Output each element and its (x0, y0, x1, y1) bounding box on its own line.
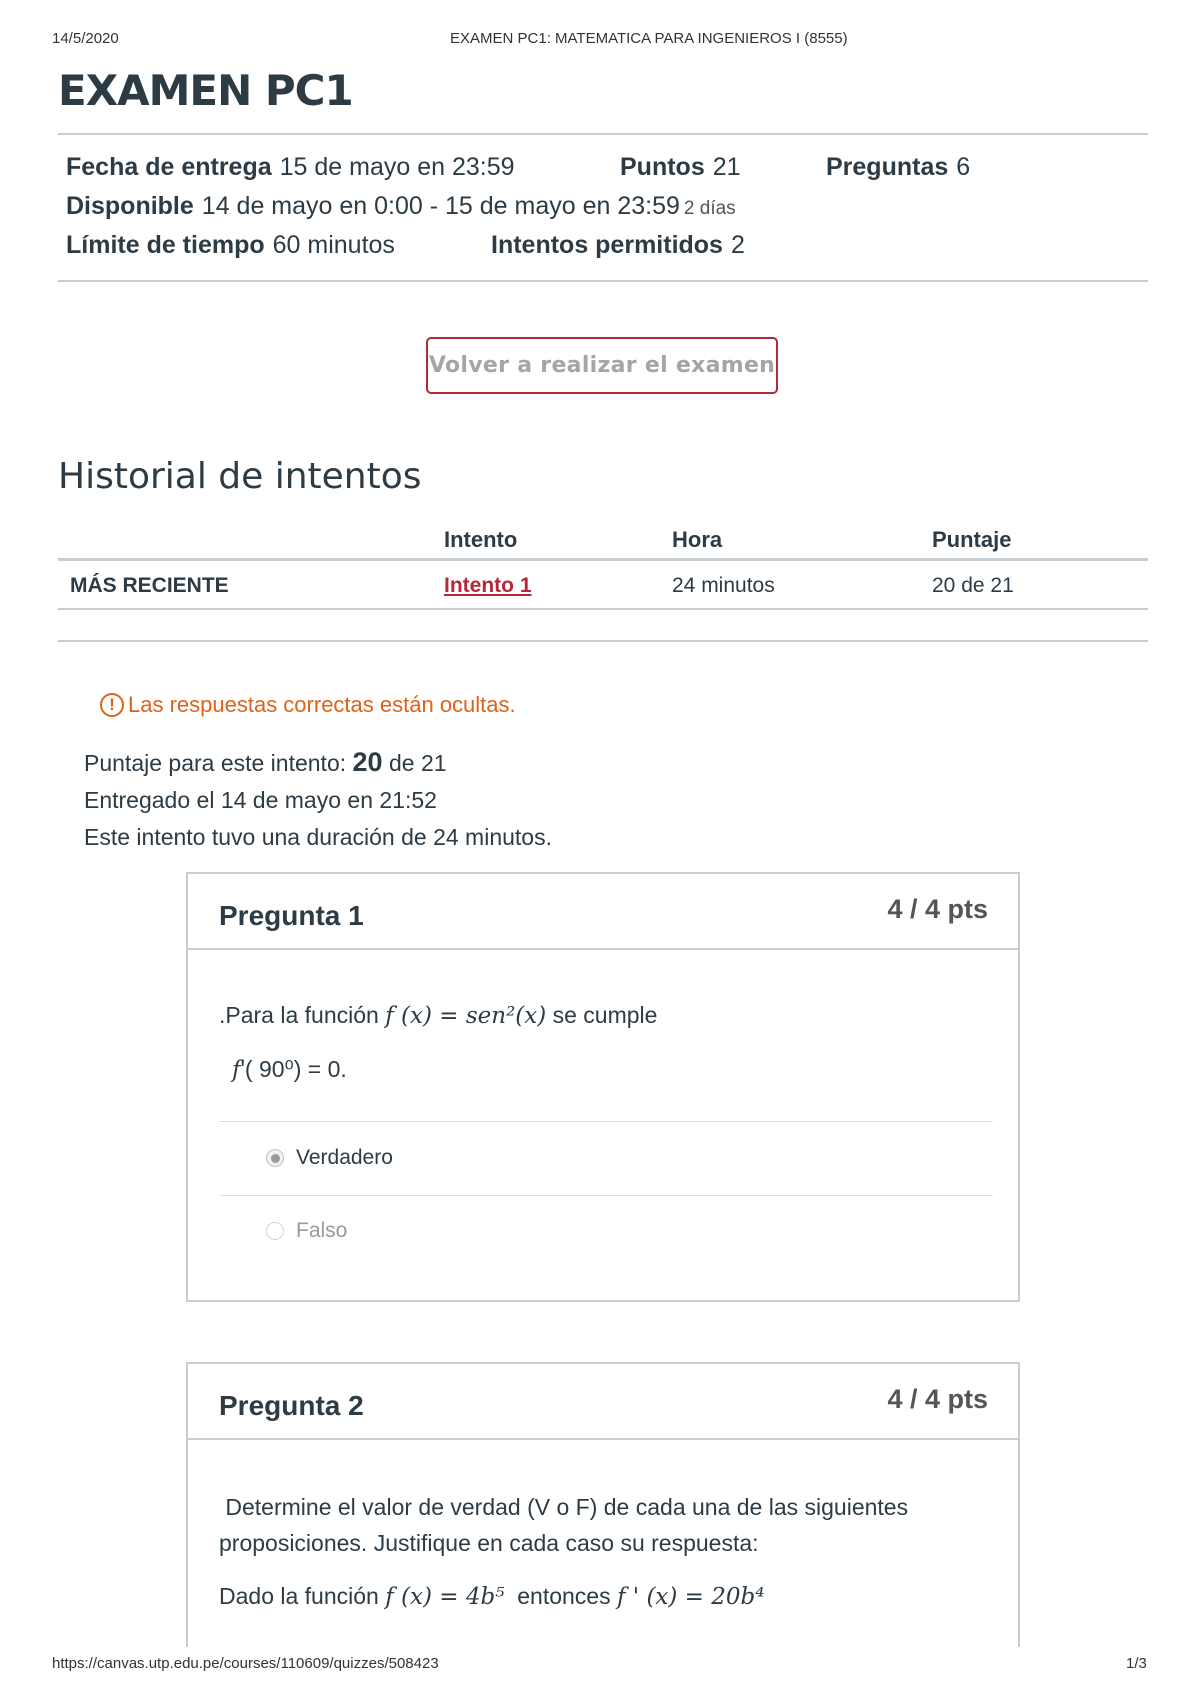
q1-prefix: .Para la función (219, 1002, 379, 1028)
q1-suffix: se cumple (552, 1002, 658, 1028)
available-days: 2 días (683, 198, 736, 219)
q2-math-2: f ' (x) = 20b⁴ (616, 1584, 765, 1610)
option-label: Verdadero (296, 1146, 393, 1169)
points-value: 21 (712, 153, 741, 181)
question-1-header (188, 874, 1018, 950)
option-verdadero[interactable] (266, 1146, 393, 1170)
attempt-score (84, 747, 447, 778)
question-1-condition (232, 1056, 347, 1083)
q1-math: f (x) = sen²(x) (385, 1003, 547, 1029)
question-1-points: 4 / 4 pts (887, 894, 988, 924)
q2-mid: entonces (517, 1583, 611, 1609)
print-url: https://canvas.utp.edu.pe/courses/110609/quizzes/508423 (52, 1655, 439, 1672)
question-2 (186, 1362, 1020, 1647)
available-value: 14 de mayo en 0:00 - 15 de mayo en 23:59 (201, 192, 680, 220)
warning-text: Las respuestas correctas están ocultas. (128, 692, 516, 717)
meta-divider (58, 280, 1148, 282)
history-title: Historial de intentos (58, 456, 422, 497)
questions-label: Preguntas (826, 153, 949, 181)
attempt-duration: Este intento tuvo una duración de 24 minutos. (84, 824, 552, 850)
score-value: 20 (352, 747, 383, 777)
history-col-attempt: Intento (444, 527, 518, 552)
retake-quiz-button[interactable]: Volver a realizar el examen (426, 337, 778, 394)
attempts-value: 2 (730, 231, 745, 259)
history-col-time: Hora (672, 527, 723, 552)
print-page-number: 1/3 (1126, 1655, 1147, 1672)
submitted-at: Entregado el 14 de mayo en 21:52 (84, 787, 437, 813)
q2-math-1: f (x) = 4b⁵ (385, 1584, 505, 1610)
warning-icon: ! (100, 693, 124, 717)
radio-empty-icon[interactable] (266, 1222, 284, 1240)
availability (66, 192, 736, 221)
attempts-allowed (491, 231, 745, 260)
history-row-score: 20 de 21 (932, 574, 1014, 597)
radio-selected-icon[interactable] (266, 1149, 284, 1167)
questions-value: 6 (956, 153, 971, 181)
options-divider (219, 1121, 993, 1122)
points (620, 153, 741, 182)
question-2-statement (219, 1583, 764, 1610)
due-value: 15 de mayo en 23:59 (279, 153, 515, 181)
title-divider (58, 133, 1148, 135)
time-limit (66, 231, 395, 260)
questions-count (826, 153, 970, 182)
page-title: EXAMEN PC1 (58, 66, 353, 115)
question-2-points: 4 / 4 pts (887, 1384, 988, 1414)
option-falso[interactable] (266, 1219, 347, 1243)
points-label: Puntos (620, 153, 705, 181)
q1-line2-text: '( 90⁰) = 0. (240, 1056, 347, 1082)
history-row-attempt-link[interactable] (444, 574, 532, 598)
available-label: Disponible (66, 192, 194, 220)
question-2-instructions-2: proposiciones. Justifique en cada caso su respuesta: (219, 1530, 759, 1556)
section-divider (58, 640, 1148, 642)
question-2-title: Pregunta 2 (219, 1390, 364, 1421)
score-prefix: Puntaje para este intento: (84, 750, 347, 776)
question-2-instructions-1: Determine el valor de verdad (V o F) de cada una de las siguientes (219, 1494, 909, 1520)
score-suffix: de 21 (388, 750, 447, 776)
option-label: Falso (296, 1219, 348, 1242)
print-doc-title: EXAMEN PC1: MATEMATICA PARA INGENIEROS I (8555) (450, 30, 848, 47)
options-divider (219, 1195, 993, 1196)
hidden-answers-warning (100, 692, 516, 718)
question-2-header (188, 1364, 1018, 1440)
due-date (66, 153, 515, 182)
question-1-title: Pregunta 1 (219, 900, 364, 931)
q2-prefix: Dado la función (219, 1583, 379, 1609)
time-limit-label: Límite de tiempo (66, 231, 265, 259)
history-row-time: 24 minutos (672, 574, 775, 597)
q1-line2-math: f (232, 1057, 241, 1083)
attempt-link-text[interactable]: Intento 1 (444, 574, 532, 597)
history-row-divider (58, 608, 1148, 610)
history-row-label: MÁS RECIENTE (70, 574, 229, 597)
question-1-statement (219, 1002, 657, 1029)
attempts-label: Intentos permitidos (491, 231, 723, 259)
question-1 (186, 872, 1020, 1302)
history-col-score: Puntaje (932, 527, 1012, 552)
due-label: Fecha de entrega (66, 153, 272, 181)
print-date: 14/5/2020 (52, 30, 119, 47)
time-limit-value: 60 minutos (272, 231, 395, 259)
history-header-divider (58, 558, 1148, 561)
